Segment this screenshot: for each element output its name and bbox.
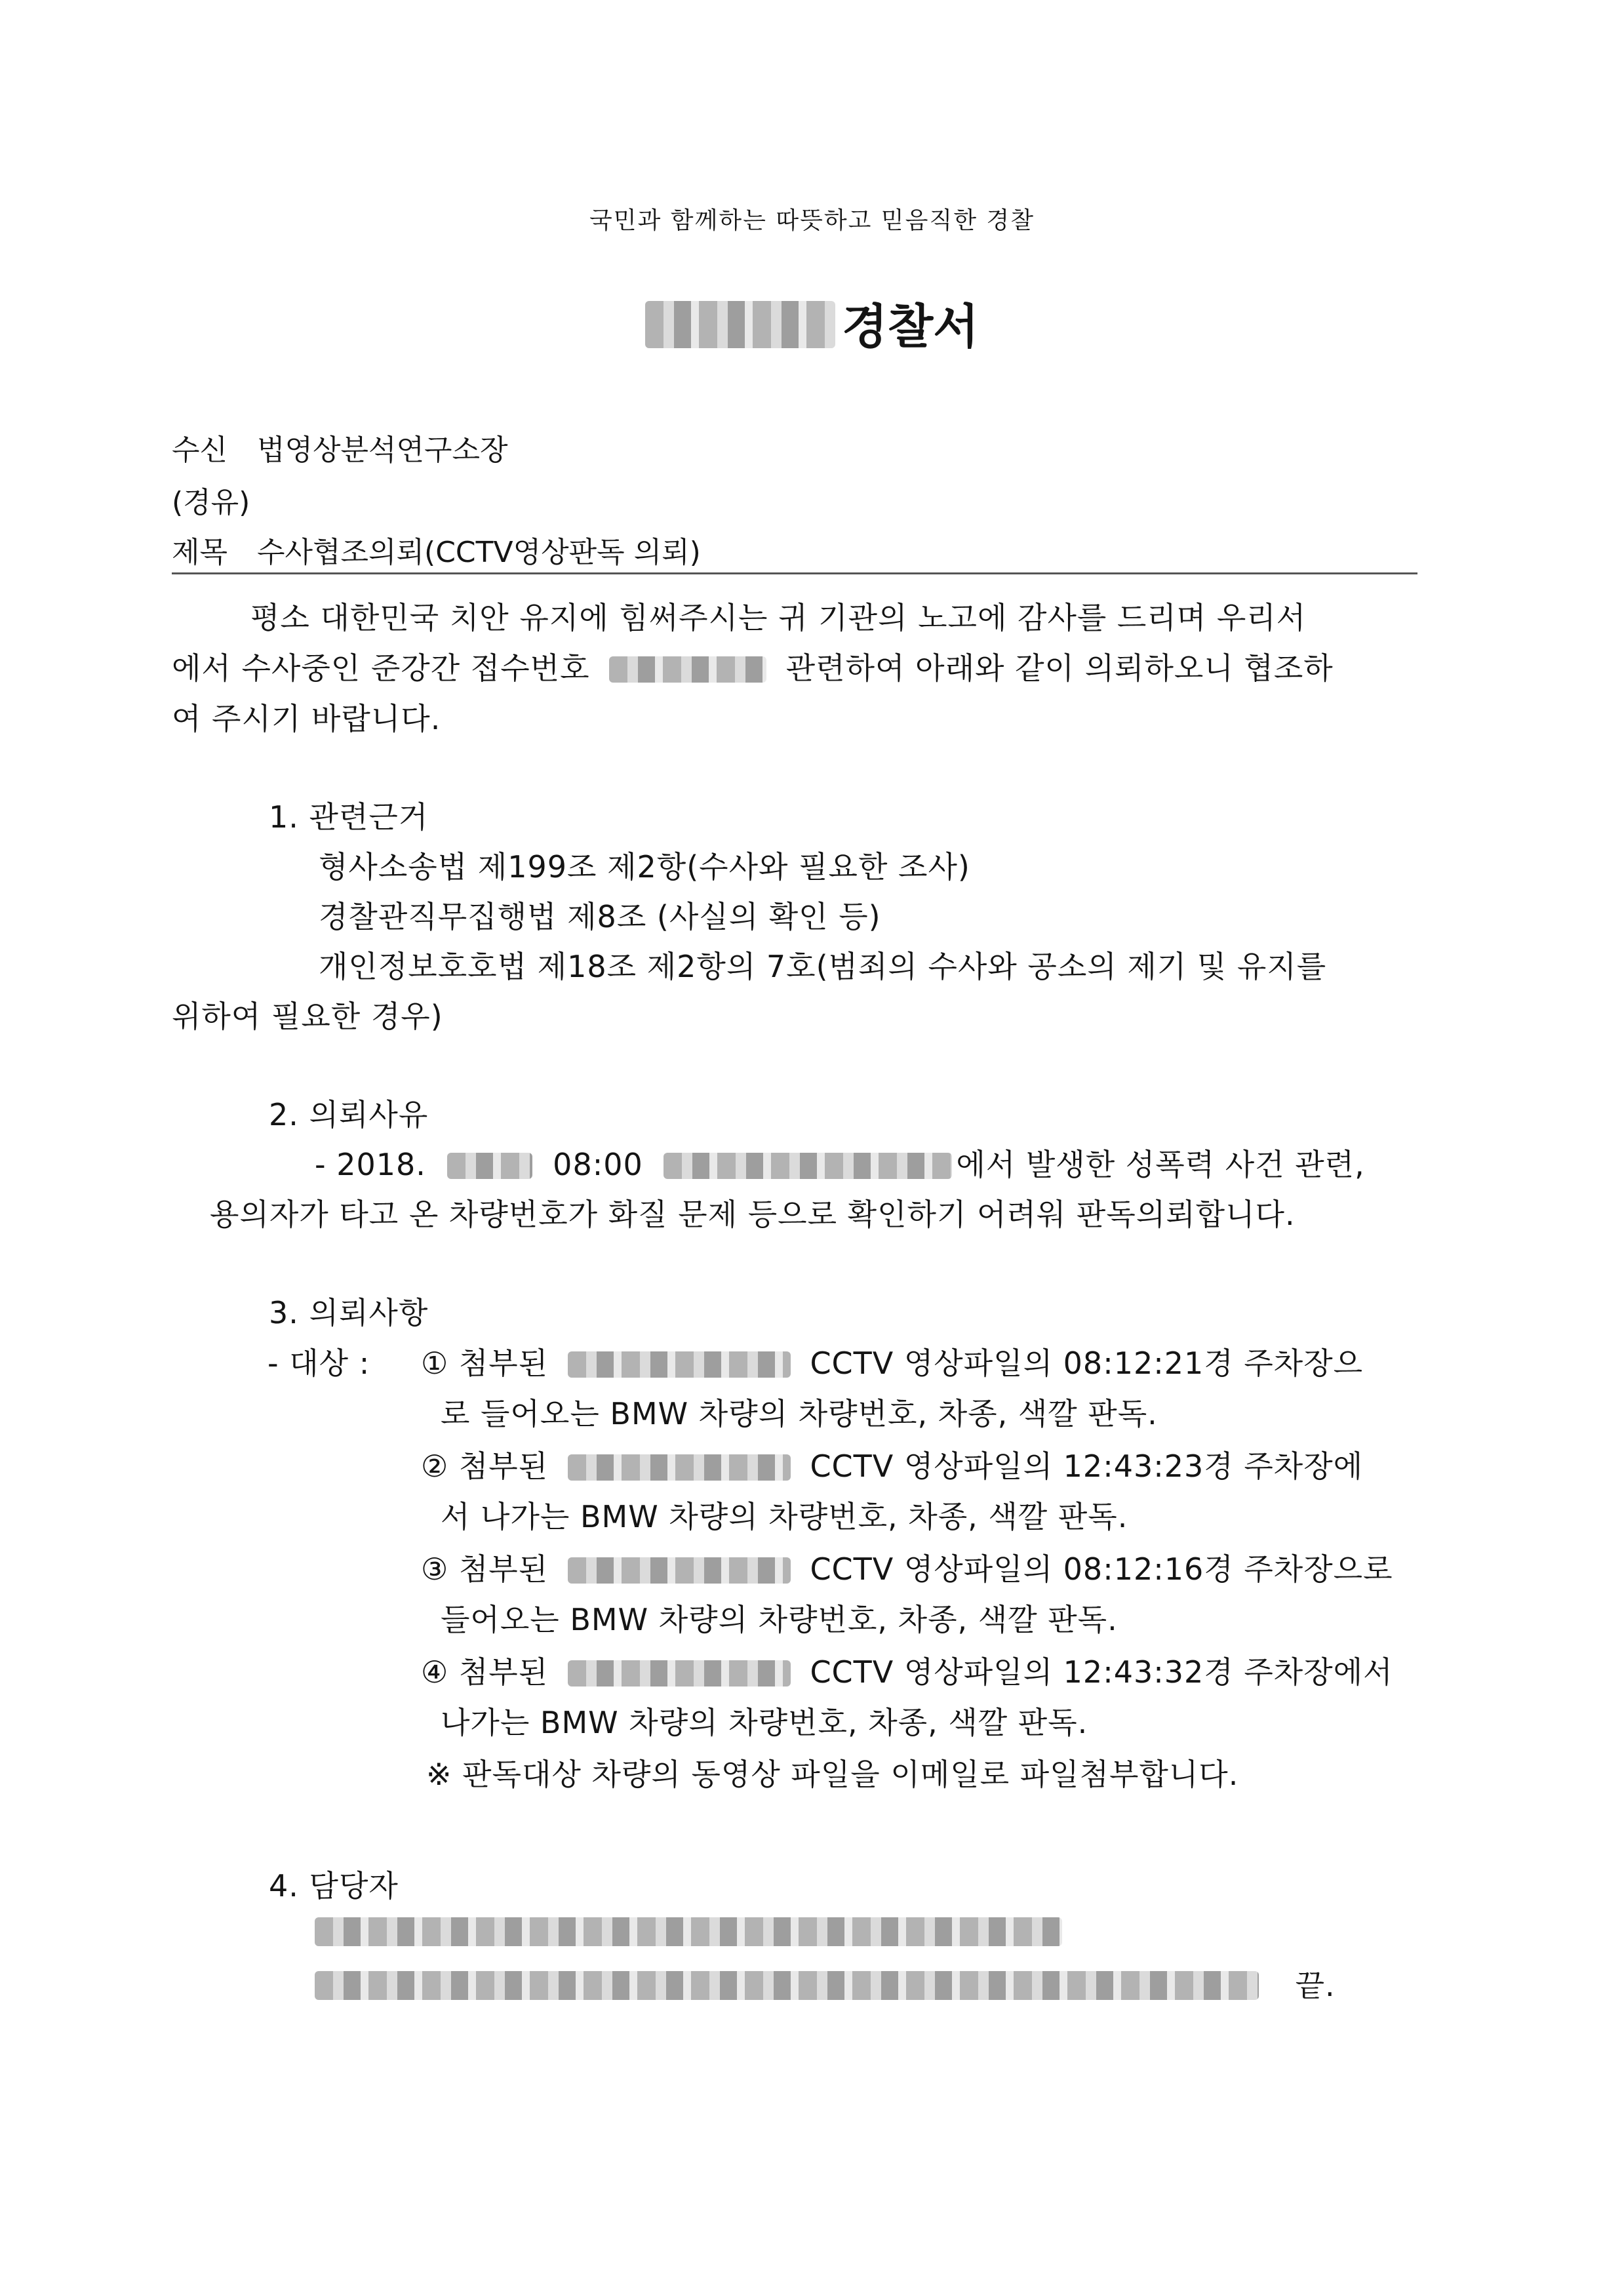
redacted-file-4 <box>568 1660 791 1686</box>
subject-label: 제목 <box>172 536 228 569</box>
redacted-location <box>663 1153 952 1179</box>
target-item-4-mid: CCTV 영상파일의 12:43:32경 주차장에서 <box>810 1654 1393 1690</box>
intro-line-2 <box>172 645 1334 688</box>
redacted-file-3 <box>568 1557 791 1584</box>
section2-line-1 <box>315 1141 1365 1184</box>
section3-target-label: - 대상 : <box>267 1346 370 1381</box>
target-item-2-pre: 첨부된 <box>458 1448 549 1484</box>
header-divider <box>172 572 1417 574</box>
circled-number-3: ③ <box>421 1551 449 1587</box>
target-item-3-pre: 첨부된 <box>458 1551 549 1587</box>
contact-line-2 <box>315 1962 1336 2005</box>
section2-heading: 2. 의뢰사유 <box>269 1097 429 1132</box>
contact-line-1 <box>315 1917 1062 1946</box>
via-line: (경유) <box>172 486 250 519</box>
section1-item-3b: 위하여 필요한 경우) <box>172 999 443 1034</box>
section1-item-1: 형사소송법 제199조 제2항(수사와 필요한 조사) <box>319 849 970 885</box>
redacted-file-2 <box>568 1454 791 1481</box>
recipient-value: 법영상분석연구소장 <box>257 433 508 467</box>
intro-line-2b: 관련하여 아래와 같이 의뢰하오니 협조하 <box>785 650 1334 686</box>
recipient-label: 수신 <box>172 433 228 467</box>
redacted-file-1 <box>568 1351 791 1378</box>
section1-item-3a: 개인정보호호법 제18조 제2항의 7호(범죄의 수사와 공소의 제기 및 유지를 <box>319 949 1327 984</box>
circled-number-4: ④ <box>421 1654 449 1690</box>
subject-line <box>172 529 701 570</box>
slogan: 국민과 함께하는 따뜻하고 믿음직한 경찰 <box>589 207 1035 234</box>
intro-line-2a: 에서 수사중인 준강간 접수번호 <box>172 650 590 686</box>
section2-time: 08:00 <box>553 1147 643 1182</box>
target-item-2-cont: 서 나가는 BMW 차량의 차량번호, 차종, 색깔 판독. <box>441 1499 1128 1534</box>
section2-year: - 2018. <box>315 1147 426 1182</box>
target-item-3 <box>421 1546 1393 1589</box>
redacted-case-number <box>609 656 766 683</box>
redacted-contact-1 <box>315 1917 1062 1946</box>
intro-line-3: 여 주시기 바랍니다. <box>172 701 441 736</box>
circled-number-2: ② <box>421 1448 449 1484</box>
target-item-4-pre: 첨부된 <box>458 1654 549 1690</box>
attachment-note: ※ 판독대상 차량의 동영상 파일을 이메일로 파일첨부합니다. <box>426 1757 1239 1792</box>
circled-number-1: ① <box>421 1346 449 1381</box>
section1-heading: 1. 관련근거 <box>269 799 429 835</box>
target-item-4 <box>421 1648 1393 1692</box>
page-title <box>0 289 1624 357</box>
section4-heading: 4. 담당자 <box>269 1868 399 1904</box>
intro-line-1: 평소 대한민국 치안 유지에 힘써주시는 귀 기관의 노고에 감사를 드리며 우리서 <box>250 600 1307 635</box>
section3-heading: 3. 의뢰사항 <box>269 1295 429 1330</box>
target-item-4-cont: 나가는 BMW 차량의 차량번호, 차종, 색깔 판독. <box>441 1705 1088 1740</box>
target-item-3-mid: CCTV 영상파일의 08:12:16경 주차장으로 <box>810 1551 1393 1587</box>
section2-line-2: 용의자가 타고 온 차량번호가 화질 문제 등으로 확인하기 어려워 판독의뢰합니다. <box>210 1197 1296 1232</box>
target-item-3-cont: 들어오는 BMW 차량의 차량번호, 차종, 색깔 판독. <box>441 1602 1118 1637</box>
target-item-1-pre: 첨부된 <box>458 1346 549 1381</box>
page-title-text: 경찰서 <box>842 299 979 354</box>
target-item-2 <box>421 1443 1363 1486</box>
redacted-date <box>447 1153 532 1179</box>
recipient-line <box>172 426 508 468</box>
end-mark: 끝. <box>1295 1968 1336 2003</box>
redacted-contact-2 <box>315 1971 1259 2000</box>
target-item-1 <box>421 1340 1363 1383</box>
section1-item-2: 경찰관직무집행법 제8조 (사실의 확인 등) <box>319 899 881 934</box>
target-item-2-mid: CCTV 영상파일의 12:43:23경 주차장에 <box>810 1448 1364 1484</box>
target-item-1-cont: 로 들어오는 BMW 차량의 차량번호, 차종, 색깔 판독. <box>441 1396 1158 1431</box>
redacted-station-name <box>645 301 835 348</box>
section2-incident: 에서 발생한 성폭력 사건 관련, <box>956 1147 1365 1182</box>
subject-value: 수사협조의뢰(CCTV영상판독 의뢰) <box>257 536 701 569</box>
target-item-1-mid: CCTV 영상파일의 08:12:21경 주차장으 <box>810 1346 1364 1381</box>
